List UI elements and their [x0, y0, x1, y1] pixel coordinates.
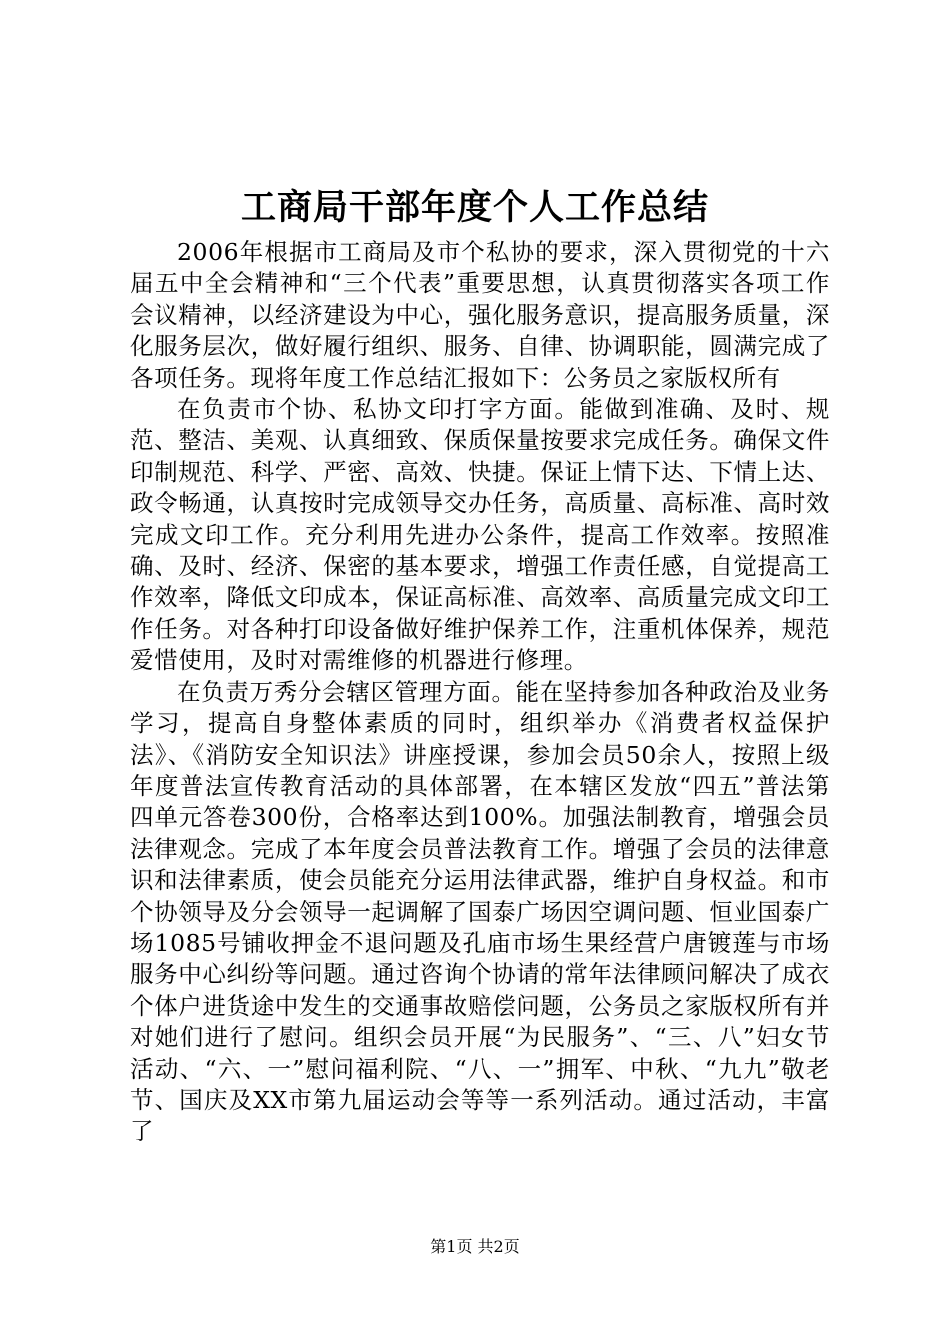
paragraph-printing-work: 在负责市个协、私协文印打字方面。能做到准确、及时、规范、整洁、美观、认真细致、保质保量按要求完成任务。确保文件印制规范、科学、严密、高效、快捷。保证上情下达、下情上达、政令畅通，认真按时完成领导交办任务，高质量、高标准、高时效完成文印工作。充分利用先进办公条件，提高工作效率。按照准确、及时、经济、保密的基本要求，增强工作责任感，自觉提高工作效率，降低文印成本，保证高标准、高效率、高质量完成文印工作任务。对各种打印设备做好维护保养工作，注重机体保养，规范爱惜使用，及时对需维修的机器进行修理。	[130, 395, 830, 675]
document-title: 工商局干部年度个人工作总结	[240, 187, 709, 228]
paragraph-intro: 2006年根据市工商局及市个私协的要求，深入贯彻党的十六届五中全会精神和“三个代表”重要思想，认真贯彻落实各项工作会议精神，以经济建设为中心，强化服务意识，提高服务质量，深化服务层次，做好履行组织、服务、自律、协调职能，圆满完成了各项任务。现将年度工作总结汇报如下：公务员之家版权所有	[130, 238, 830, 392]
document-body	[130, 237, 830, 1148]
page-footer: 第1页 共2页	[430, 1237, 520, 1256]
paragraph-district-management: 在负责万秀分会辖区管理方面。能在坚持参加各种政治及业务学习，提高自身整体素质的同时，组织举办《消费者权益保护法》、《消防安全知识法》讲座授课，参加会员50余人，按照上级年度普法宣传教育活动的具体部署，在本辖区发放“四五”普法第四单元答卷300份，合格率达到100%。加强法制教育，增强会员法律观念。完成了本年度会员普法教育工作。增强了会员的法律意识和法律素质，使会员能充分运用法律武器，维护自身权益。和市个协领导及分会领导一起调解了国泰广场因空调问题、恒业国泰广场1085号铺收押金不退问题及孔庙市场生果经营户唐镀莲与市场服务中心纠纷等问题。通过咨询个协请的常年法律顾问解决了成衣个体户进货途中发生的交通事故赔偿问题，公务员之家版权所有并对她们进行了慰问。组织会员开展“为民服务”、“三、八”妇女节活动、“六、一”慰问福利院、“八、一”拥军、中秋、“九九”敬老节、国庆及XX市第九届运动会等等一系列活动。通过活动，丰富了	[130, 677, 830, 1146]
